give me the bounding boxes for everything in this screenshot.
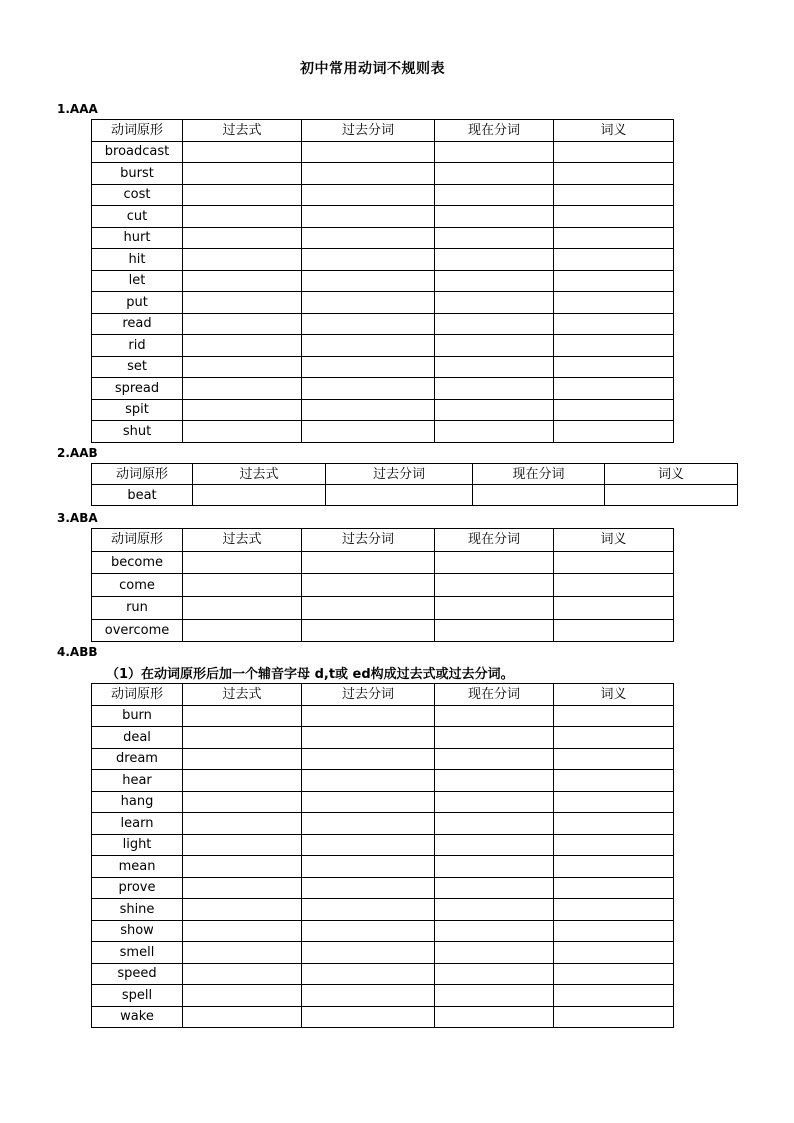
verb-row — [92, 184, 674, 206]
past-participle-cell — [302, 856, 435, 878]
verb-row — [92, 485, 738, 506]
meaning-cell — [554, 770, 674, 792]
past-participle-cell — [302, 206, 435, 228]
verb-row — [92, 899, 674, 921]
past-tense-cell — [183, 335, 302, 357]
column-header-past-tense: 过去式 — [183, 120, 302, 142]
present-participle-cell — [435, 856, 554, 878]
present-participle-cell — [435, 335, 554, 357]
present-participle-cell — [435, 313, 554, 335]
past-participle-cell — [302, 270, 435, 292]
meaning-cell — [554, 963, 674, 985]
verb-base-form: put — [92, 292, 183, 314]
past-tense-cell — [183, 356, 302, 378]
past-participle-cell — [302, 141, 435, 163]
past-participle-cell — [302, 813, 435, 835]
column-header-present-participle: 现在分词 — [435, 120, 554, 142]
past-participle-cell — [302, 227, 435, 249]
verb-row — [92, 834, 674, 856]
past-tense-cell — [183, 378, 302, 400]
past-tense-cell — [183, 313, 302, 335]
verb-base-form: hang — [92, 791, 183, 813]
meaning-cell — [554, 705, 674, 727]
verb-base-form: cut — [92, 206, 183, 228]
past-tense-cell — [183, 899, 302, 921]
present-participle-cell — [435, 227, 554, 249]
verb-base-form: spell — [92, 985, 183, 1007]
present-participle-cell — [435, 356, 554, 378]
present-participle-cell — [435, 963, 554, 985]
column-header-meaning: 词义 — [605, 464, 738, 485]
verb-row — [92, 942, 674, 964]
column-header-present-participle: 现在分词 — [473, 464, 605, 485]
present-participle-cell — [473, 485, 605, 506]
verb-base-form: hear — [92, 770, 183, 792]
present-participle-cell — [435, 942, 554, 964]
past-participle-cell — [302, 421, 435, 443]
present-participle-cell — [435, 877, 554, 899]
verb-table-aba — [91, 528, 674, 642]
column-header-past-participle: 过去分词 — [302, 120, 435, 142]
meaning-cell — [554, 399, 674, 421]
verb-base-form: hurt — [92, 227, 183, 249]
verb-row — [92, 877, 674, 899]
past-participle-cell — [302, 985, 435, 1007]
present-participle-cell — [435, 813, 554, 835]
present-participle-cell — [435, 748, 554, 770]
verb-base-form: speed — [92, 963, 183, 985]
past-participle-cell — [302, 335, 435, 357]
meaning-cell — [554, 141, 674, 163]
meaning-cell — [554, 856, 674, 878]
past-tense-cell — [183, 705, 302, 727]
verb-row — [92, 141, 674, 163]
page-title: 初中常用动词不规则表 — [300, 61, 445, 77]
column-header-past-tense: 过去式 — [193, 464, 326, 485]
past-participle-cell — [302, 705, 435, 727]
meaning-cell — [554, 206, 674, 228]
column-header-meaning: 词义 — [554, 529, 674, 552]
past-tense-cell — [183, 421, 302, 443]
table-header-row — [92, 464, 738, 485]
past-tense-cell — [183, 963, 302, 985]
meaning-cell — [554, 551, 674, 574]
past-tense-cell — [183, 813, 302, 835]
verb-base-form: learn — [92, 813, 183, 835]
verb-row — [92, 313, 674, 335]
meaning-cell — [554, 292, 674, 314]
verb-row — [92, 399, 674, 421]
column-header-base-form: 动词原形 — [92, 529, 183, 552]
verb-base-form: wake — [92, 1006, 183, 1028]
past-tense-cell — [183, 748, 302, 770]
verb-base-form: smell — [92, 942, 183, 964]
present-participle-cell — [435, 770, 554, 792]
present-participle-cell — [435, 421, 554, 443]
meaning-cell — [554, 574, 674, 597]
verb-base-form: spit — [92, 399, 183, 421]
past-participle-cell — [302, 791, 435, 813]
verb-base-form: show — [92, 920, 183, 942]
verb-base-form: prove — [92, 877, 183, 899]
present-participle-cell — [435, 705, 554, 727]
meaning-cell — [554, 985, 674, 1007]
past-tense-cell — [183, 619, 302, 642]
present-participle-cell — [435, 249, 554, 271]
present-participle-cell — [435, 1006, 554, 1028]
verb-row — [92, 791, 674, 813]
verb-row — [92, 206, 674, 228]
past-tense-cell — [183, 399, 302, 421]
verb-row — [92, 356, 674, 378]
past-participle-cell — [302, 399, 435, 421]
past-tense-cell — [183, 942, 302, 964]
past-tense-cell — [183, 551, 302, 574]
past-tense-cell — [183, 597, 302, 620]
verb-row — [92, 227, 674, 249]
verb-base-form: shine — [92, 899, 183, 921]
past-tense-cell — [183, 1006, 302, 1028]
column-header-past-participle: 过去分词 — [326, 464, 473, 485]
past-participle-cell — [302, 920, 435, 942]
present-participle-cell — [435, 141, 554, 163]
verb-row — [92, 270, 674, 292]
past-tense-cell — [183, 249, 302, 271]
section-label-abb: 4.ABB — [57, 645, 98, 659]
verb-row — [92, 292, 674, 314]
verb-base-form: beat — [92, 485, 193, 506]
section-label-aab: 2.AAB — [57, 446, 98, 460]
present-participle-cell — [435, 270, 554, 292]
present-participle-cell — [435, 378, 554, 400]
past-participle-cell — [326, 485, 473, 506]
past-participle-cell — [302, 184, 435, 206]
verb-base-form: cost — [92, 184, 183, 206]
past-participle-cell — [302, 551, 435, 574]
past-participle-cell — [302, 619, 435, 642]
verb-row — [92, 249, 674, 271]
verb-base-form: dream — [92, 748, 183, 770]
verb-row — [92, 1006, 674, 1028]
verb-table-abb — [91, 683, 674, 1028]
verb-base-form: light — [92, 834, 183, 856]
verb-row — [92, 163, 674, 185]
past-tense-cell — [183, 270, 302, 292]
meaning-cell — [554, 791, 674, 813]
verb-base-form: shut — [92, 421, 183, 443]
meaning-cell — [554, 1006, 674, 1028]
meaning-cell — [554, 356, 674, 378]
meaning-cell — [605, 485, 738, 506]
past-tense-cell — [183, 985, 302, 1007]
column-header-base-form: 动词原形 — [92, 464, 193, 485]
meaning-cell — [554, 727, 674, 749]
present-participle-cell — [435, 292, 554, 314]
past-tense-cell — [183, 206, 302, 228]
past-participle-cell — [302, 770, 435, 792]
column-header-past-tense: 过去式 — [183, 529, 302, 552]
verb-row — [92, 748, 674, 770]
column-header-past-tense: 过去式 — [183, 684, 302, 706]
present-participle-cell — [435, 834, 554, 856]
present-participle-cell — [435, 727, 554, 749]
meaning-cell — [554, 877, 674, 899]
meaning-cell — [554, 335, 674, 357]
past-tense-cell — [183, 227, 302, 249]
verb-base-form: hit — [92, 249, 183, 271]
table-header-row — [92, 529, 674, 552]
past-tense-cell — [183, 877, 302, 899]
present-participle-cell — [435, 985, 554, 1007]
past-participle-cell — [302, 1006, 435, 1028]
column-header-present-participle: 现在分词 — [435, 529, 554, 552]
past-tense-cell — [183, 184, 302, 206]
past-participle-cell — [302, 748, 435, 770]
verb-base-form: rid — [92, 335, 183, 357]
past-participle-cell — [302, 574, 435, 597]
verb-base-form: broadcast — [92, 141, 183, 163]
table-header-row — [92, 684, 674, 706]
column-header-past-participle: 过去分词 — [302, 684, 435, 706]
past-tense-cell — [183, 727, 302, 749]
past-participle-cell — [302, 292, 435, 314]
verb-base-form: burst — [92, 163, 183, 185]
verb-base-form: spread — [92, 378, 183, 400]
verb-row — [92, 705, 674, 727]
verb-row — [92, 985, 674, 1007]
meaning-cell — [554, 421, 674, 443]
meaning-cell — [554, 942, 674, 964]
verb-row — [92, 619, 674, 642]
past-participle-cell — [302, 356, 435, 378]
verb-row — [92, 963, 674, 985]
verb-row — [92, 421, 674, 443]
column-header-present-participle: 现在分词 — [435, 684, 554, 706]
verb-base-form: read — [92, 313, 183, 335]
section-note-abb: （1）在动词原形后加一个辅音字母 d,t或 ed构成过去式或过去分词。 — [106, 667, 514, 682]
past-participle-cell — [302, 249, 435, 271]
past-participle-cell — [302, 877, 435, 899]
meaning-cell — [554, 813, 674, 835]
meaning-cell — [554, 597, 674, 620]
meaning-cell — [554, 899, 674, 921]
meaning-cell — [554, 748, 674, 770]
past-tense-cell — [183, 834, 302, 856]
verb-row — [92, 813, 674, 835]
past-tense-cell — [193, 485, 326, 506]
table-header-row — [92, 120, 674, 142]
past-participle-cell — [302, 963, 435, 985]
past-tense-cell — [183, 141, 302, 163]
present-participle-cell — [435, 791, 554, 813]
present-participle-cell — [435, 184, 554, 206]
verb-table-aaa — [91, 119, 674, 443]
past-tense-cell — [183, 920, 302, 942]
meaning-cell — [554, 834, 674, 856]
present-participle-cell — [435, 899, 554, 921]
past-participle-cell — [302, 727, 435, 749]
verb-base-form: come — [92, 574, 183, 597]
present-participle-cell — [435, 551, 554, 574]
past-participle-cell — [302, 378, 435, 400]
meaning-cell — [554, 313, 674, 335]
verb-base-form: run — [92, 597, 183, 620]
column-header-past-participle: 过去分词 — [302, 529, 435, 552]
verb-row — [92, 770, 674, 792]
past-participle-cell — [302, 834, 435, 856]
past-tense-cell — [183, 856, 302, 878]
meaning-cell — [554, 270, 674, 292]
meaning-cell — [554, 184, 674, 206]
section-label-aaa: 1.AAA — [57, 102, 98, 116]
past-tense-cell — [183, 791, 302, 813]
past-participle-cell — [302, 942, 435, 964]
verb-row — [92, 574, 674, 597]
present-participle-cell — [435, 163, 554, 185]
present-participle-cell — [435, 619, 554, 642]
past-tense-cell — [183, 574, 302, 597]
meaning-cell — [554, 378, 674, 400]
verb-base-form: burn — [92, 705, 183, 727]
present-participle-cell — [435, 920, 554, 942]
verb-row — [92, 727, 674, 749]
past-tense-cell — [183, 163, 302, 185]
verb-row — [92, 335, 674, 357]
verb-base-form: overcome — [92, 619, 183, 642]
section-label-aba: 3.ABA — [57, 511, 98, 525]
verb-base-form: set — [92, 356, 183, 378]
meaning-cell — [554, 227, 674, 249]
meaning-cell — [554, 249, 674, 271]
verb-row — [92, 597, 674, 620]
column-header-meaning: 词义 — [554, 120, 674, 142]
column-header-base-form: 动词原形 — [92, 120, 183, 142]
present-participle-cell — [435, 399, 554, 421]
meaning-cell — [554, 920, 674, 942]
past-participle-cell — [302, 313, 435, 335]
present-participle-cell — [435, 206, 554, 228]
meaning-cell — [554, 619, 674, 642]
column-header-meaning: 词义 — [554, 684, 674, 706]
meaning-cell — [554, 163, 674, 185]
past-tense-cell — [183, 292, 302, 314]
verb-row — [92, 856, 674, 878]
present-participle-cell — [435, 574, 554, 597]
column-header-base-form: 动词原形 — [92, 684, 183, 706]
past-participle-cell — [302, 597, 435, 620]
verb-row — [92, 551, 674, 574]
verb-table-aab — [91, 463, 738, 506]
verb-row — [92, 920, 674, 942]
verb-base-form: mean — [92, 856, 183, 878]
past-tense-cell — [183, 770, 302, 792]
verb-base-form: let — [92, 270, 183, 292]
verb-row — [92, 378, 674, 400]
verb-base-form: become — [92, 551, 183, 574]
verb-base-form: deal — [92, 727, 183, 749]
past-participle-cell — [302, 163, 435, 185]
present-participle-cell — [435, 597, 554, 620]
past-participle-cell — [302, 899, 435, 921]
